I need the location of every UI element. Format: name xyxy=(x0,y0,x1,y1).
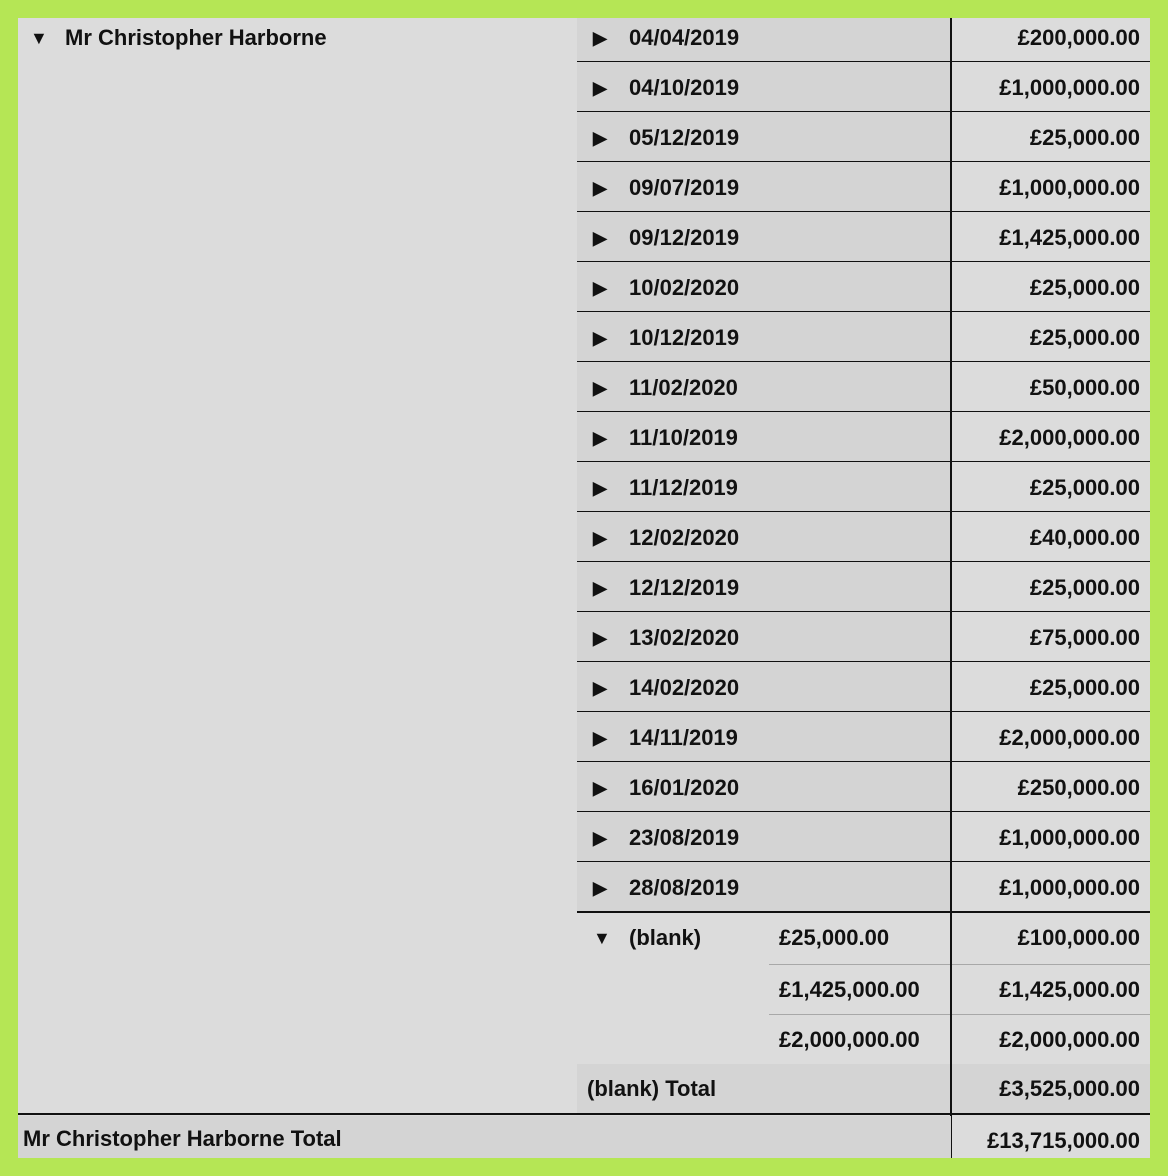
date-label: 13/02/2020 xyxy=(629,625,740,650)
expand-triangle-icon[interactable]: ▶ xyxy=(593,478,607,498)
expand-triangle-icon[interactable]: ▶ xyxy=(593,628,607,648)
blank-sub-amount: £1,425,000.00 xyxy=(999,977,1140,1002)
amount-value: £2,000,000.00 xyxy=(999,425,1140,450)
expand-triangle-icon[interactable]: ▶ xyxy=(593,28,607,48)
amount-value: £1,000,000.00 xyxy=(999,75,1140,100)
expand-triangle-icon[interactable]: ▶ xyxy=(593,178,607,198)
date-label: 09/12/2019 xyxy=(629,225,740,250)
pivot-table xyxy=(18,18,1150,1158)
amount-value: £25,000.00 xyxy=(1029,475,1140,500)
blank-label: (blank) xyxy=(629,925,702,950)
amount-value: £1,425,000.00 xyxy=(999,225,1140,250)
date-label: 11/10/2019 xyxy=(629,425,738,450)
expand-triangle-icon[interactable]: ▶ xyxy=(593,228,607,248)
expand-triangle-icon[interactable]: ▶ xyxy=(593,778,607,798)
collapse-triangle-icon[interactable]: ▼ xyxy=(30,28,48,48)
blank-sub-amount: £100,000.00 xyxy=(1017,925,1140,950)
grand-total-divider xyxy=(18,1113,1150,1115)
sub-row-divider xyxy=(769,1014,1150,1015)
expand-triangle-icon[interactable]: ▶ xyxy=(593,128,607,148)
amount-value: £40,000.00 xyxy=(1029,525,1140,550)
expand-triangle-icon[interactable]: ▶ xyxy=(593,728,607,748)
group-header[interactable] xyxy=(18,18,577,62)
column-divider xyxy=(950,18,952,1158)
date-label: 04/10/2019 xyxy=(629,75,740,100)
amount-value: £75,000.00 xyxy=(1029,625,1140,650)
date-label: 14/11/2019 xyxy=(629,725,738,750)
date-label: 12/12/2019 xyxy=(629,575,740,600)
expand-triangle-icon[interactable]: ▶ xyxy=(593,678,607,698)
date-label: 10/12/2019 xyxy=(629,325,740,350)
amount-value: £50,000.00 xyxy=(1029,375,1140,400)
grand-total-row xyxy=(18,1116,951,1158)
amount-value: £2,000,000.00 xyxy=(999,725,1140,750)
date-label: 12/02/2020 xyxy=(629,525,740,550)
amount-value: £25,000.00 xyxy=(1029,675,1140,700)
grand-total-label: Mr Christopher Harborne Total xyxy=(23,1126,342,1151)
blank-sub-value: £2,000,000.00 xyxy=(779,1027,920,1052)
date-label: 10/02/2020 xyxy=(629,275,740,300)
expand-triangle-icon[interactable]: ▶ xyxy=(593,828,607,848)
date-label: 16/01/2020 xyxy=(629,775,740,800)
expand-triangle-icon[interactable]: ▶ xyxy=(593,578,607,598)
date-label: 14/02/2020 xyxy=(629,675,740,700)
expand-triangle-icon[interactable]: ▶ xyxy=(593,78,607,98)
date-label: 23/08/2019 xyxy=(629,825,740,850)
blank-sub-amount: £2,000,000.00 xyxy=(999,1027,1140,1052)
grand-total-amount: £13,715,000.00 xyxy=(987,1128,1140,1153)
date-label: 09/07/2019 xyxy=(629,175,740,200)
row-divider xyxy=(577,911,1150,913)
date-label: 28/08/2019 xyxy=(629,875,740,900)
expand-triangle-icon[interactable]: ▶ xyxy=(593,878,607,898)
amount-value: £25,000.00 xyxy=(1029,125,1140,150)
collapse-triangle-icon[interactable]: ▼ xyxy=(593,928,611,948)
date-label: 11/02/2020 xyxy=(629,375,738,400)
expand-triangle-icon[interactable]: ▶ xyxy=(593,528,607,548)
sub-row-divider xyxy=(769,964,1150,965)
amount-value: £25,000.00 xyxy=(1029,325,1140,350)
amount-value: £200,000.00 xyxy=(1017,25,1140,50)
amount-value: £1,000,000.00 xyxy=(999,825,1140,850)
date-label: 05/12/2019 xyxy=(629,125,740,150)
expand-triangle-icon[interactable]: ▶ xyxy=(593,378,607,398)
amount-value: £1,000,000.00 xyxy=(999,175,1140,200)
amount-value: £25,000.00 xyxy=(1029,275,1140,300)
amount-value: £250,000.00 xyxy=(1017,775,1140,800)
blank-sub-value: £25,000.00 xyxy=(779,925,890,950)
blank-sub-value: £1,425,000.00 xyxy=(779,977,920,1002)
group-label: Mr Christopher Harborne xyxy=(65,25,327,50)
blank-total-label: (blank) Total xyxy=(587,1076,717,1101)
expand-triangle-icon[interactable]: ▶ xyxy=(593,278,607,298)
blank-total-amount: £3,525,000.00 xyxy=(999,1076,1140,1101)
date-label: 11/12/2019 xyxy=(629,475,738,500)
expand-triangle-icon[interactable]: ▶ xyxy=(593,428,607,448)
amount-value: £1,000,000.00 xyxy=(999,875,1140,900)
date-label: 04/04/2019 xyxy=(629,25,740,50)
amount-value: £25,000.00 xyxy=(1029,575,1140,600)
expand-triangle-icon[interactable]: ▶ xyxy=(593,328,607,348)
